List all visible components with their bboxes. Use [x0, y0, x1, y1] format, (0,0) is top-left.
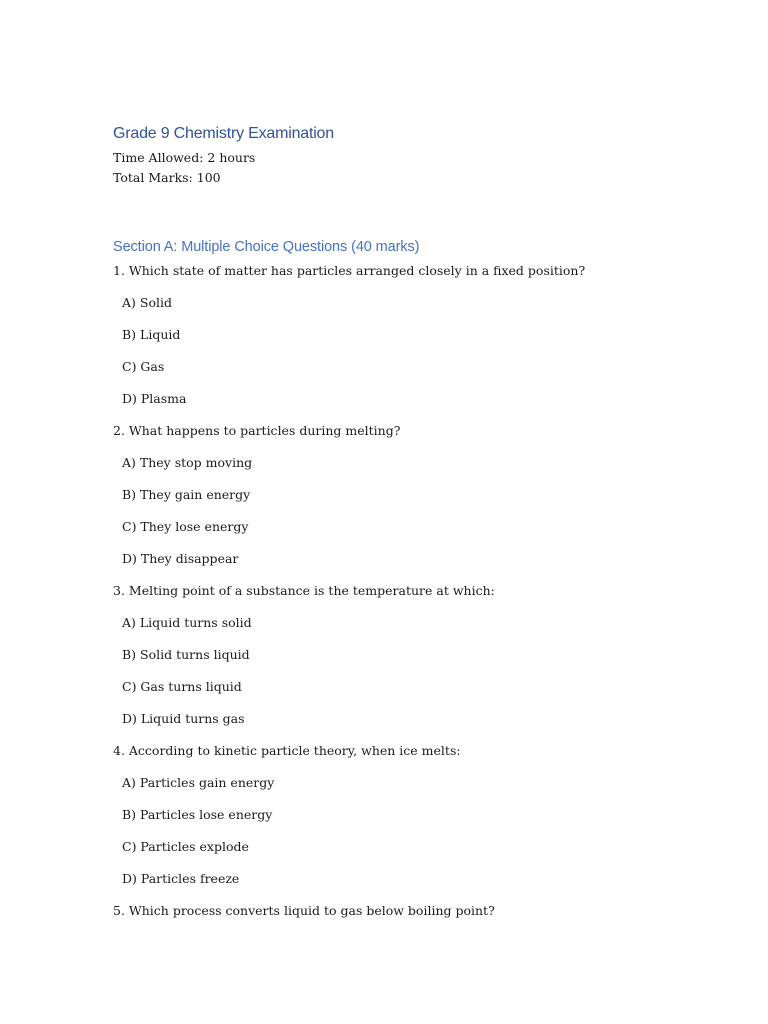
question-text: 3. Melting point of a substance is the temperature at which: — [113, 583, 495, 598]
answer-option: C) Gas — [122, 359, 165, 374]
answer-option: D) Liquid turns gas — [122, 711, 245, 726]
answer-option: B) They gain energy — [122, 487, 251, 502]
answer-option: B) Solid turns liquid — [122, 647, 250, 662]
question-list — [113, 263, 713, 935]
total-marks: Total Marks: 100 — [113, 170, 221, 185]
answer-option: A) Solid — [122, 295, 172, 310]
question-text: 5. Which process converts liquid to gas below boiling point? — [113, 903, 495, 918]
answer-option: C) Particles explode — [122, 839, 249, 854]
time-allowed: Time Allowed: 2 hours — [113, 150, 256, 165]
answer-option: A) Particles gain energy — [122, 775, 275, 790]
answer-option: A) They stop moving — [122, 455, 253, 470]
answer-option: D) They disappear — [122, 551, 239, 566]
question-text: 4. According to kinetic particle theory, when ice melts: — [113, 743, 461, 758]
answer-option: C) They lose energy — [122, 519, 249, 534]
exam-title: Grade 9 Chemistry Examination — [113, 125, 334, 142]
answer-option: D) Plasma — [122, 391, 187, 406]
answer-option: B) Particles lose energy — [122, 807, 273, 822]
question-text: 1. Which state of matter has particles arranged closely in a fixed position? — [113, 263, 586, 278]
answer-option: C) Gas turns liquid — [122, 679, 242, 694]
answer-option: A) Liquid turns solid — [122, 615, 252, 630]
answer-option: D) Particles freeze — [122, 871, 240, 886]
answer-option: B) Liquid — [122, 327, 181, 342]
question-text: 2. What happens to particles during melting? — [113, 423, 401, 438]
section-a-heading: Section A: Multiple Choice Questions (40 marks) — [113, 239, 420, 255]
